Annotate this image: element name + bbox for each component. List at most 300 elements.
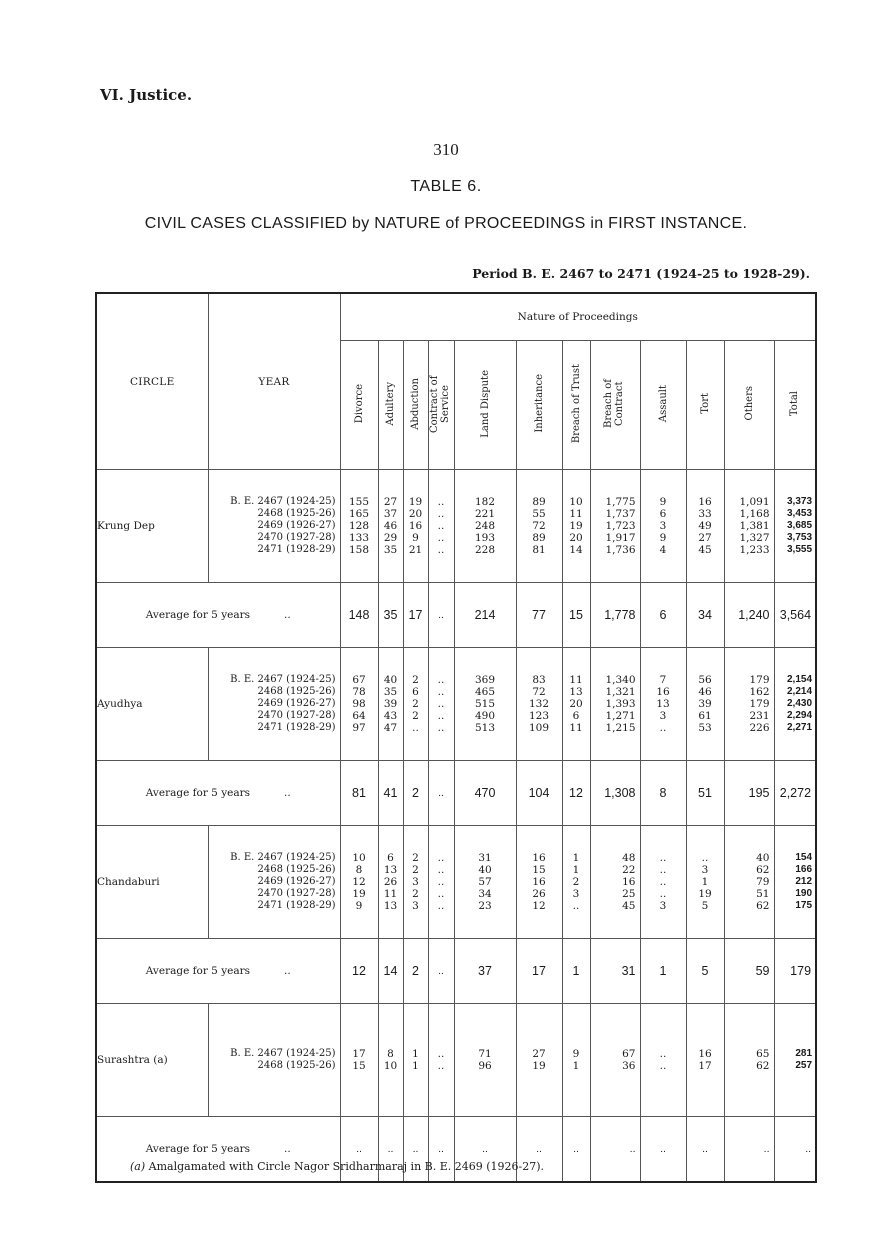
average-contract-of-service: .. — [428, 1117, 454, 1183]
value-divorce: 64 — [352, 710, 366, 722]
value-others: 62 — [756, 900, 770, 912]
average-total: 179 — [774, 939, 816, 1004]
average-row — [96, 761, 816, 826]
value-assault: .. — [659, 1060, 667, 1072]
cell-abduction — [403, 1004, 428, 1117]
cell-inheritance — [516, 470, 562, 583]
value-others: 79 — [756, 876, 770, 888]
value-divorce: 10 — [352, 852, 366, 864]
year-label: 2470 (1927-28) — [257, 710, 336, 721]
value-adultery: 35 — [383, 686, 398, 698]
page-number: 310 — [433, 140, 459, 159]
cell-divorce — [340, 1004, 378, 1117]
year-label: B. E. 2467 (1924-25) — [230, 674, 336, 685]
value-breach-of-trust: 3 — [572, 888, 580, 900]
cell-abduction — [403, 648, 428, 761]
value-assault: 3 — [659, 520, 667, 532]
value-adultery: 26 — [383, 876, 398, 888]
footnote-text: Amalgamated with Circle Nagor Sridharmaraj in B. E. 2469 (1926-27). — [148, 1160, 545, 1173]
value-total: 2,271 — [787, 722, 813, 733]
cell-contract-of-service — [428, 470, 454, 583]
nature-of-proceedings-header: Nature of Proceedings — [340, 293, 816, 341]
average-label — [96, 583, 340, 648]
value-assault: .. — [659, 722, 667, 734]
value-contract-of-service: .. — [437, 710, 445, 722]
table-title: CIVIL CASES CLASSIFIED by NATURE of PROCEEDINGS in FIRST INSTANCE. — [144, 215, 748, 232]
value-tort: 17 — [698, 1060, 712, 1072]
value-assault: .. — [659, 864, 667, 876]
year-label: 2469 (1926-27) — [257, 876, 336, 887]
value-land-dispute: 221 — [474, 508, 496, 520]
average-others: .. — [724, 1117, 774, 1183]
cell-breach-of-contract — [590, 826, 640, 939]
value-tort: 39 — [698, 698, 712, 710]
value-breach-of-contract: 1,271 — [605, 710, 636, 722]
average-divorce: .. — [340, 1117, 378, 1183]
cell-abduction — [403, 826, 428, 939]
cell-tort — [686, 826, 724, 939]
civil-cases-table — [95, 292, 817, 1183]
average-row — [96, 583, 816, 648]
cell-breach-of-trust — [562, 648, 590, 761]
value-contract-of-service: .. — [437, 674, 445, 686]
average-row — [96, 939, 816, 1004]
average-adultery: 35 — [378, 583, 403, 648]
value-others: 62 — [756, 864, 770, 876]
value-abduction: .. — [412, 722, 419, 734]
col-header-others: Others — [724, 341, 774, 470]
value-total: 166 — [795, 864, 813, 875]
value-breach-of-contract: 67 — [622, 1048, 636, 1060]
value-contract-of-service: .. — [437, 496, 445, 508]
value-total: 190 — [795, 888, 813, 899]
average-tort: .. — [686, 1117, 724, 1183]
value-total: 3,373 — [787, 496, 813, 507]
cell-land-dispute — [454, 826, 516, 939]
value-divorce: 128 — [348, 520, 370, 532]
value-others: 179 — [749, 674, 770, 686]
year-list — [208, 648, 340, 761]
year-label: B. E. 2467 (1924-25) — [230, 496, 336, 507]
average-label — [96, 761, 340, 826]
cell-tort — [686, 470, 724, 583]
value-assault: .. — [659, 852, 667, 864]
value-contract-of-service: .. — [437, 698, 445, 710]
value-inheritance: 123 — [528, 710, 550, 722]
value-breach-of-trust: 11 — [569, 674, 583, 686]
average-others: 195 — [724, 761, 774, 826]
cell-land-dispute — [454, 648, 516, 761]
cell-others — [724, 470, 774, 583]
value-total: 2,154 — [787, 674, 813, 685]
value-abduction: 6 — [412, 686, 419, 698]
average-total: .. — [774, 1117, 816, 1183]
year-label: 2468 (1925-26) — [257, 508, 336, 519]
value-abduction: 16 — [408, 520, 423, 532]
value-inheritance: 27 — [532, 1048, 546, 1060]
footnote — [130, 1160, 544, 1173]
value-divorce: 9 — [355, 900, 363, 912]
average-breach-of-contract: 1,308 — [590, 761, 640, 826]
value-total: 3,753 — [787, 532, 813, 543]
value-abduction: 2 — [412, 698, 419, 710]
value-assault: 4 — [659, 544, 667, 556]
cell-divorce — [340, 826, 378, 939]
value-abduction: 2 — [412, 674, 419, 686]
value-divorce: 158 — [348, 544, 370, 556]
cell-breach-of-contract — [590, 470, 640, 583]
average-others: 1,240 — [724, 583, 774, 648]
value-inheritance: 16 — [532, 876, 546, 888]
value-breach-of-trust: .. — [572, 900, 580, 912]
value-adultery: 27 — [383, 496, 398, 508]
average-divorce: 81 — [340, 761, 378, 826]
value-breach-of-contract: 1,723 — [605, 520, 636, 532]
value-assault: 3 — [659, 710, 667, 722]
col-header-breach-of-contract: Breach of Contract — [590, 341, 640, 470]
cell-total — [774, 470, 816, 583]
value-others: 1,381 — [739, 520, 770, 532]
value-total: 212 — [795, 876, 813, 887]
value-divorce: 17 — [352, 1048, 366, 1060]
average-inheritance: 17 — [516, 939, 562, 1004]
col-header-breach-of-trust: Breach of Trust — [562, 341, 590, 470]
year-label: B. E. 2467 (1924-25) — [230, 852, 336, 863]
col-header-inheritance: Inheritance — [516, 341, 562, 470]
value-abduction: 1 — [412, 1060, 419, 1072]
value-others: 51 — [756, 888, 770, 900]
value-land-dispute: 193 — [474, 532, 496, 544]
average-adultery: .. — [378, 1117, 403, 1183]
cell-land-dispute — [454, 470, 516, 583]
value-breach-of-contract: 1,215 — [605, 722, 636, 734]
average-contract-of-service: .. — [428, 761, 454, 826]
value-adultery: 40 — [383, 674, 398, 686]
value-breach-of-contract: 45 — [622, 900, 636, 912]
value-divorce: 97 — [352, 722, 366, 734]
value-inheritance: 55 — [532, 508, 546, 520]
cell-tort — [686, 648, 724, 761]
value-land-dispute: 182 — [474, 496, 496, 508]
col-header-total: Total — [774, 341, 816, 470]
average-inheritance: .. — [516, 1117, 562, 1183]
value-total: 281 — [795, 1048, 813, 1059]
value-tort: 19 — [698, 888, 712, 900]
value-land-dispute: 248 — [474, 520, 496, 532]
value-adultery: 8 — [387, 1048, 394, 1060]
col-header-contract-of-service: Contract of Service — [428, 341, 454, 470]
value-inheritance: 72 — [532, 520, 546, 532]
cell-total — [774, 648, 816, 761]
average-label-text: Average for 5 years — [145, 1143, 251, 1155]
value-inheritance: 15 — [532, 864, 546, 876]
cell-divorce — [340, 470, 378, 583]
section-heading: VI. Justice. — [100, 86, 193, 104]
value-land-dispute: 34 — [478, 888, 492, 900]
circle-name: Surashtra (a) — [96, 1004, 208, 1117]
value-breach-of-trust: 20 — [569, 698, 583, 710]
value-adultery: 29 — [383, 532, 398, 544]
value-land-dispute: 369 — [474, 674, 496, 686]
value-breach-of-trust: 1 — [572, 864, 580, 876]
average-label-dots: .. — [284, 965, 291, 977]
value-tort: 53 — [698, 722, 712, 734]
value-divorce: 165 — [348, 508, 370, 520]
average-breach-of-trust: 15 — [562, 583, 590, 648]
value-breach-of-trust: 11 — [569, 722, 583, 734]
value-adultery: 35 — [383, 544, 398, 556]
value-abduction: 19 — [408, 496, 423, 508]
value-breach-of-contract: 48 — [622, 852, 636, 864]
value-land-dispute: 515 — [474, 698, 496, 710]
average-abduction: .. — [403, 1117, 428, 1183]
col-header-tort: Tort — [686, 341, 724, 470]
value-land-dispute: 71 — [478, 1048, 492, 1060]
average-others: 59 — [724, 939, 774, 1004]
col-header-divorce: Divorce — [340, 341, 378, 470]
period-caption: Period B. E. 2467 to 2471 (1924-25 to 1928-29). — [472, 266, 810, 281]
cell-contract-of-service — [428, 648, 454, 761]
value-assault: .. — [659, 876, 667, 888]
average-label-dots: .. — [284, 609, 291, 621]
cell-adultery — [378, 470, 403, 583]
value-assault: 3 — [659, 900, 667, 912]
value-breach-of-contract: 16 — [622, 876, 636, 888]
footnote-marker: (a) — [130, 1160, 146, 1173]
average-inheritance: 77 — [516, 583, 562, 648]
value-others: 1,327 — [739, 532, 770, 544]
value-inheritance: 132 — [528, 698, 550, 710]
value-contract-of-service: .. — [437, 900, 445, 912]
value-tort: 5 — [701, 900, 709, 912]
value-breach-of-trust: 9 — [572, 1048, 580, 1060]
cell-abduction — [403, 470, 428, 583]
value-land-dispute: 228 — [474, 544, 496, 556]
value-abduction: 20 — [408, 508, 423, 520]
value-land-dispute: 57 — [478, 876, 492, 888]
cell-breach-of-trust — [562, 470, 590, 583]
circle-name: Chandaburi — [96, 826, 208, 939]
value-breach-of-trust: 13 — [569, 686, 583, 698]
value-breach-of-trust: 2 — [572, 876, 580, 888]
value-divorce: 12 — [352, 876, 366, 888]
value-contract-of-service: .. — [437, 864, 445, 876]
average-label-dots: .. — [284, 787, 291, 799]
value-tort: 3 — [701, 864, 709, 876]
average-assault: .. — [640, 1117, 686, 1183]
average-contract-of-service: .. — [428, 939, 454, 1004]
value-others: 226 — [749, 722, 770, 734]
value-abduction: 1 — [412, 1048, 419, 1060]
value-adultery: 39 — [383, 698, 398, 710]
value-divorce: 15 — [352, 1060, 366, 1072]
value-divorce: 67 — [352, 674, 366, 686]
value-adultery: 43 — [383, 710, 398, 722]
value-abduction: 2 — [412, 852, 419, 864]
year-label: B. E. 2467 (1924-25) — [230, 1048, 336, 1059]
cell-adultery — [378, 1004, 403, 1117]
value-total: 3,453 — [787, 508, 813, 519]
year-label: 2471 (1928-29) — [257, 544, 336, 555]
value-breach-of-trust: 14 — [569, 544, 583, 556]
cell-others — [724, 1004, 774, 1117]
cell-assault — [640, 1004, 686, 1117]
value-land-dispute: 31 — [478, 852, 492, 864]
value-inheritance: 12 — [532, 900, 546, 912]
value-breach-of-contract: 36 — [622, 1060, 636, 1072]
value-tort: 49 — [698, 520, 712, 532]
average-inheritance: 104 — [516, 761, 562, 826]
year-list — [208, 1004, 340, 1117]
value-tort: 56 — [698, 674, 712, 686]
average-breach-of-trust: 12 — [562, 761, 590, 826]
value-contract-of-service: .. — [437, 508, 445, 520]
value-assault: .. — [659, 1048, 667, 1060]
value-breach-of-trust: 10 — [569, 496, 583, 508]
col-header-adultery: Adultery — [378, 341, 403, 470]
value-assault: 9 — [659, 496, 667, 508]
value-divorce: 19 — [352, 888, 366, 900]
cell-contract-of-service — [428, 1004, 454, 1117]
cell-others — [724, 826, 774, 939]
cell-adultery — [378, 826, 403, 939]
average-land-dispute: 37 — [454, 939, 516, 1004]
value-total: 154 — [795, 852, 813, 863]
average-tort: 51 — [686, 761, 724, 826]
value-breach-of-contract: 1,917 — [605, 532, 636, 544]
value-assault: 9 — [659, 532, 667, 544]
col-header-land-dispute: Land Dispute — [454, 341, 516, 470]
value-adultery: 46 — [383, 520, 398, 532]
value-adultery: 13 — [383, 900, 398, 912]
value-total: 2,294 — [787, 710, 813, 721]
value-land-dispute: 40 — [478, 864, 492, 876]
value-adultery: 10 — [383, 1060, 398, 1072]
value-adultery: 47 — [383, 722, 398, 734]
cell-total — [774, 826, 816, 939]
value-contract-of-service: .. — [437, 1060, 445, 1072]
value-contract-of-service: .. — [437, 520, 445, 532]
value-contract-of-service: .. — [437, 876, 445, 888]
value-tort: 46 — [698, 686, 712, 698]
value-breach-of-trust: 1 — [572, 1060, 580, 1072]
value-abduction: 9 — [412, 532, 419, 544]
value-total: 257 — [795, 1060, 813, 1071]
value-contract-of-service: .. — [437, 852, 445, 864]
value-breach-of-contract: 1,736 — [605, 544, 636, 556]
value-inheritance: 19 — [532, 1060, 546, 1072]
table-number: TABLE 6. — [410, 178, 482, 195]
average-label — [96, 939, 340, 1004]
average-abduction: 2 — [403, 939, 428, 1004]
circle-name: Ayudhya — [96, 648, 208, 761]
cell-adultery — [378, 648, 403, 761]
circle-header: CIRCLE — [96, 293, 208, 470]
value-others: 62 — [756, 1060, 770, 1072]
value-assault: .. — [659, 888, 667, 900]
average-breach-of-contract: 31 — [590, 939, 640, 1004]
year-label: 2468 (1925-26) — [257, 686, 336, 697]
value-abduction: 3 — [412, 900, 419, 912]
cell-land-dispute — [454, 1004, 516, 1117]
year-header: YEAR — [208, 293, 340, 470]
year-list — [208, 826, 340, 939]
value-adultery: 11 — [383, 888, 398, 900]
average-assault: 1 — [640, 939, 686, 1004]
value-abduction: 2 — [412, 864, 419, 876]
value-adultery: 13 — [383, 864, 398, 876]
value-breach-of-contract: 1,393 — [605, 698, 636, 710]
cell-assault — [640, 826, 686, 939]
value-inheritance: 81 — [532, 544, 546, 556]
average-breach-of-trust: 1 — [562, 939, 590, 1004]
cell-divorce — [340, 648, 378, 761]
circle-name: Krung Dep — [96, 470, 208, 583]
average-total: 3,564 — [774, 583, 816, 648]
value-adultery: 6 — [387, 852, 394, 864]
value-tort: 1 — [701, 876, 709, 888]
value-tort: 61 — [698, 710, 712, 722]
value-breach-of-contract: 1,340 — [605, 674, 636, 686]
cell-total — [774, 1004, 816, 1117]
year-label: 2468 (1925-26) — [257, 1060, 336, 1071]
value-others: 162 — [749, 686, 770, 698]
year-label: 2469 (1926-27) — [257, 520, 336, 531]
value-total: 175 — [795, 900, 813, 911]
average-assault: 8 — [640, 761, 686, 826]
year-label: 2471 (1928-29) — [257, 722, 336, 733]
value-land-dispute: 465 — [474, 686, 496, 698]
value-others: 179 — [749, 698, 770, 710]
value-others: 1,091 — [739, 496, 770, 508]
average-adultery: 41 — [378, 761, 403, 826]
value-divorce: 155 — [348, 496, 370, 508]
value-contract-of-service: .. — [437, 1048, 445, 1060]
circle-group-row — [96, 470, 816, 583]
value-breach-of-trust: 11 — [569, 508, 583, 520]
value-abduction: 21 — [408, 544, 423, 556]
circle-group-row — [96, 648, 816, 761]
value-divorce: 98 — [352, 698, 366, 710]
value-inheritance: 72 — [532, 686, 546, 698]
average-breach-of-contract: 1,778 — [590, 583, 640, 648]
value-assault: 13 — [656, 698, 670, 710]
value-contract-of-service: .. — [437, 544, 445, 556]
value-inheritance: 89 — [532, 532, 546, 544]
value-others: 1,168 — [739, 508, 770, 520]
circle-group-row — [96, 826, 816, 939]
value-land-dispute: 23 — [478, 900, 492, 912]
cell-inheritance — [516, 826, 562, 939]
year-list — [208, 470, 340, 583]
value-land-dispute: 513 — [474, 722, 496, 734]
average-breach-of-trust: .. — [562, 1117, 590, 1183]
value-tort: .. — [701, 852, 709, 864]
average-divorce: 12 — [340, 939, 378, 1004]
value-tort: 16 — [698, 496, 712, 508]
average-land-dispute: 214 — [454, 583, 516, 648]
year-label: 2469 (1926-27) — [257, 698, 336, 709]
average-abduction: 17 — [403, 583, 428, 648]
value-land-dispute: 96 — [478, 1060, 492, 1072]
value-assault: 7 — [659, 674, 667, 686]
cell-assault — [640, 648, 686, 761]
value-inheritance: 83 — [532, 674, 546, 686]
cell-breach-of-contract — [590, 648, 640, 761]
value-breach-of-contract: 1,321 — [605, 686, 636, 698]
value-breach-of-contract: 22 — [622, 864, 636, 876]
cell-breach-of-trust — [562, 826, 590, 939]
